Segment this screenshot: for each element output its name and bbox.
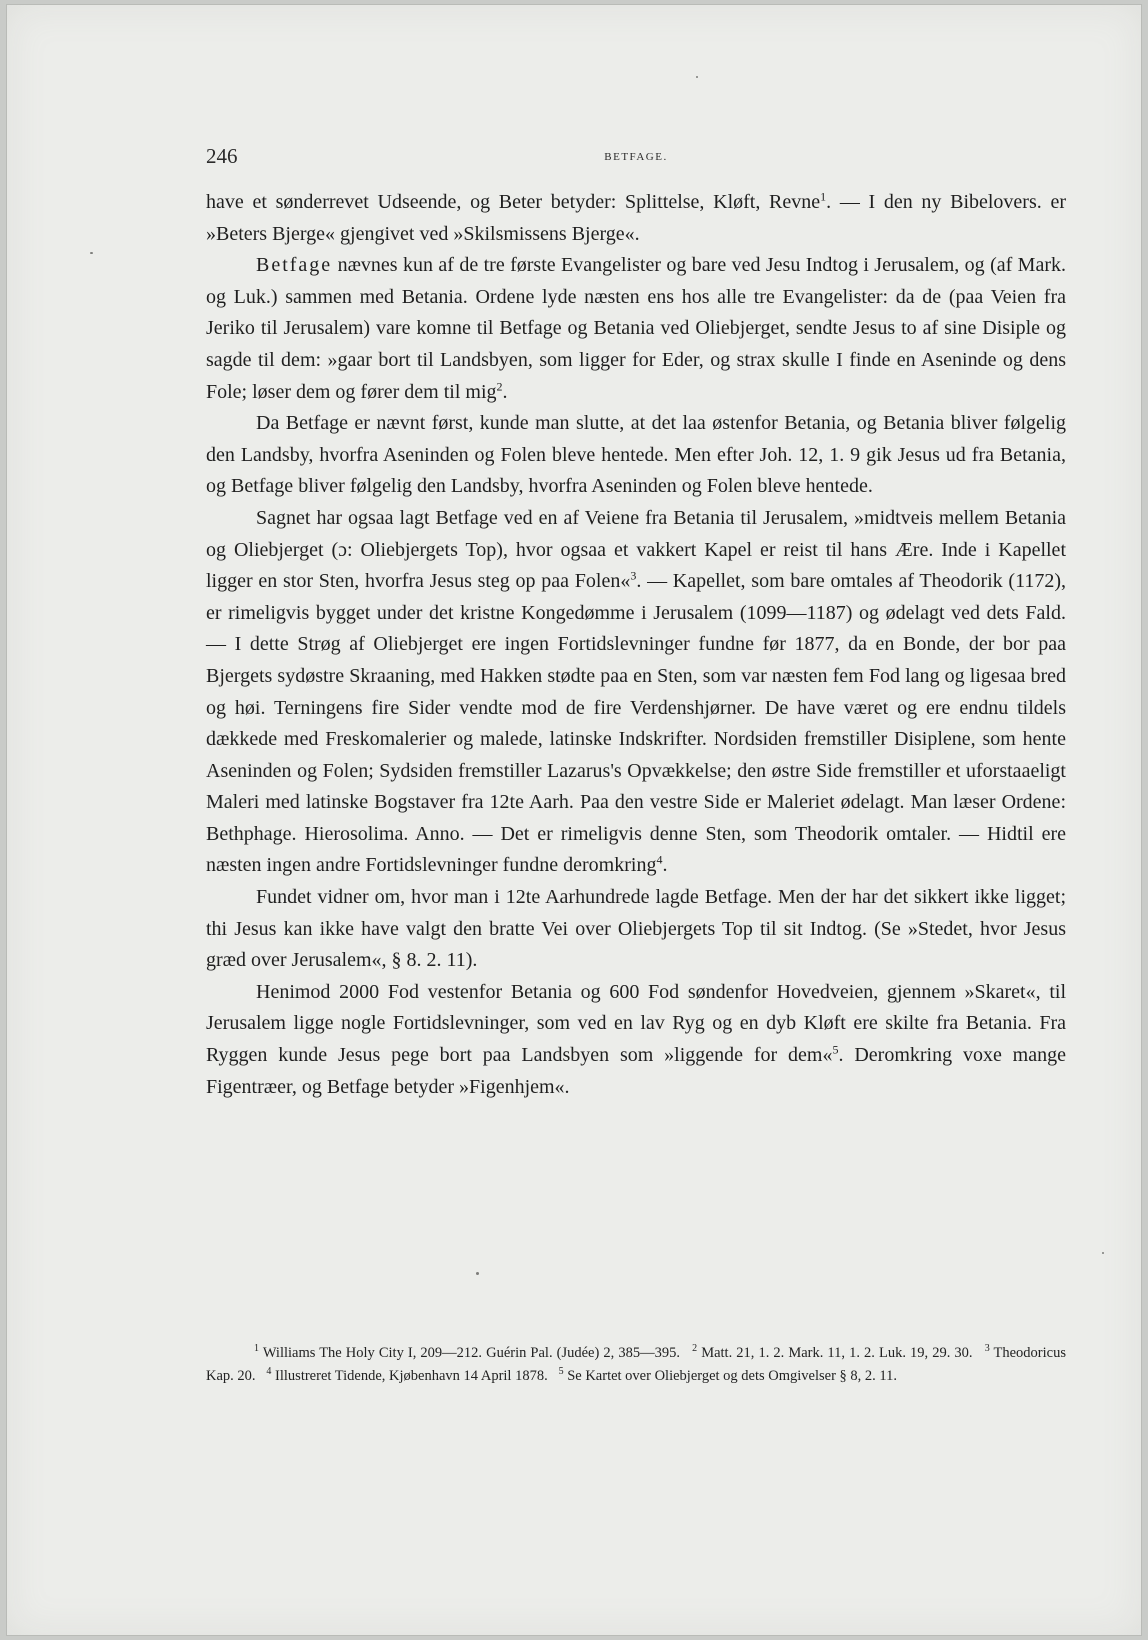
page-header xyxy=(206,144,1066,174)
running-title: BETFAGE. xyxy=(604,151,668,163)
paragraph: Sagnet har ogsaa lagt Betfage ved en af Veiene fra Betania til Jerusalem, »midtveis mellem Betania og Oliebjerget (ɔ: Oliebjergets Top), hvor ogsaa et vakkert Kapel er reist til hans Ære. Inde i Kapellet ligger en stor Sten, hvorfra Jesus steg op paa Folen«$^3$. — Kapellet, som bare omtales af Theodorik (1172), er rimeligvis bygget under det kristne Kongedømme i Jerusalem (1099—1187) og ødelagt ved dets Fald. — I dette Strøg af Oliebjerget ere ingen Fortidslevninger fundne før 1877, da en Bonde, der bor paa Bjergets sydøstre Skraaning, med Hakken stødte paa en Sten, som var næsten fem Fod lang og ligesaa bred og høi. Terningens fire Sider vendte mod de fire Verdenshjørner. De have været og ere endnu tildels dækkede med Freskomalerier og malede, latinske Indskrifter. Nordsiden fremstiller Disiplene, som hente Aseninden og Folen; Sydsiden fremstiller Lazarus's Opvækkelse; den østre Side fremstiller et uforstaaeligt Maleri med latinske Bogstaver fra 12te Aarh. Paa den vestre Side er Maleriet ødelagt. Man læser Ordene: Bethphage. Hierosolima. Anno. — Det er rimeligvis denne Sten, som Theodorik omtaler. — Hidtil ere næsten ingen andre Fortidslevninger fundne deromkring$^4$. xyxy=(206,506,1066,877)
paper-speck xyxy=(696,76,698,78)
footnote: $^4$ Illustreret Tidende, Kjøbenhavn 14 April 1878. xyxy=(266,1366,548,1384)
footnote: $^2$ Matt. 21, 1. 2. Mark. 11, 1. 2. Luk. 19, 29. 30. xyxy=(692,1343,973,1361)
footnote-ref: 3 xyxy=(630,568,637,583)
footnote-ref: 5 xyxy=(832,1042,839,1057)
paper-speck xyxy=(90,252,93,254)
body-text xyxy=(206,187,1066,1103)
paragraph: Da Betfage er nævnt først, kunde man slutte, at det laa østenfor Betania, og Betania bliver følgelig den Landsby, hvorfra Aseninden og Folen bleve hentede. Men efter Joh. 12, 1. 9 gik Jesus ud fra Betania, og Betfage bliver følgelig den Landsby, hvorfra Aseninden og Folen bleve hentede. xyxy=(206,412,1066,498)
page-number: 246 xyxy=(206,144,238,168)
paragraph: Fundet vidner om, hvor man i 12te Aarhundrede lagde Betfage. Men der har det sikkert ikke ligget; thi Jesus kan ikke have valgt den bratte Vei over Oliebjergets Top til sit Indtog. (Se »Stedet, hvor Jesus græd over Jerusalem«, § 8. 2. 11). xyxy=(206,886,1066,972)
footnote: $^3$ Theodoricus Kap. 20. xyxy=(206,1343,1066,1384)
paragraph: Henimod 2000 Fod vestenfor Betania og 600 Fod søndenfor Hovedveien, gjennem »Skaret«, til Jerusalem ligge nogle Fortidslevninger, som ved en lav Ryg og en dyb Kløft ere skilte fra Betania. Fra Ryggen kunde Jesus pege bort paa Landsbyen som »liggende for dem«$^5$. Deromkring voxe mange Figentræer, og Betfage betyder »Figenhjem«. xyxy=(206,980,1066,1098)
paper-speck xyxy=(1102,1252,1104,1254)
emphasized-term: Betfage xyxy=(256,254,333,277)
paragraph: have et sønderrevet Udseende, og Beter betyder: Splittelse, Kløft, Revne$^1$. — I den ny Bibelovers. er »Beters Bjerge« gjengivet ved »Skilsmissens Bjerge«. xyxy=(206,189,1066,245)
paper-speck xyxy=(476,1272,479,1275)
footnote-ref: 1 xyxy=(820,189,827,204)
footnote-ref: 4 xyxy=(656,852,663,867)
footnote: $^1$ Williams The Holy City I, 209—212. Guérin Pal. (Judée) 2, 385—395. xyxy=(254,1343,680,1361)
footnote-ref: 2 xyxy=(496,378,503,393)
footnote: $^5$ Se Kartet over Oliebjerget og dets Omgivelser § 8, 2. 11. xyxy=(558,1366,898,1384)
book-page xyxy=(6,4,1142,1636)
footnotes xyxy=(206,1342,1066,1388)
paragraph: Betfage nævnes kun af de tre første Evangelister og bare ved Jesu Indtog i Jerusalem, og (af Mark. og Luk.) sammen med Betania. Ordene lyde næsten ens hos alle tre Evangelister: da de (paa Veien fra Jeriko til Jerusalem) vare komne til Betfage og Betania ved Oliebjerget, sendte Jesus to af sine Disiple og sagde til dem: »gaar bort til Landsbyen, som ligger for Eder, og strax skulle I finde en Aseninde og dens Fole; løser dem og fører dem til mig$^2$. xyxy=(206,254,1066,403)
